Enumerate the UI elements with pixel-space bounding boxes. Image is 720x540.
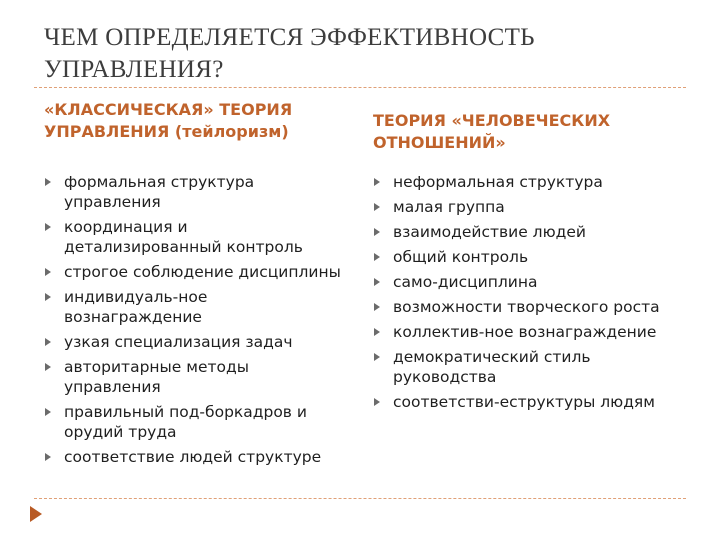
list-item <box>373 297 683 317</box>
triangle-arrow-icon <box>45 268 51 276</box>
triangle-arrow-icon <box>45 453 51 461</box>
list-item <box>373 272 683 292</box>
list-item <box>44 357 344 397</box>
list-item <box>373 322 683 342</box>
triangle-arrow-icon <box>374 278 380 286</box>
triangle-arrow-icon <box>45 338 51 346</box>
list-item <box>373 197 683 217</box>
triangle-arrow-icon <box>374 328 380 336</box>
list-item-text: узкая специализация задач <box>64 333 293 351</box>
list-item-text: авторитарные методы управления <box>64 358 249 396</box>
list-item <box>373 392 683 412</box>
triangle-arrow-icon <box>374 203 380 211</box>
triangle-arrow-icon <box>45 223 51 231</box>
list-item <box>373 222 683 242</box>
left-bullet-list <box>44 172 344 472</box>
triangle-arrow-icon <box>374 353 380 361</box>
list-item-text: общий контроль <box>393 248 529 266</box>
triangle-arrow-icon <box>374 398 380 406</box>
triangle-marker-icon <box>30 506 42 522</box>
list-item-text: соответствие людей структуре <box>64 448 322 466</box>
list-item <box>44 217 344 257</box>
list-item-text: формальная структура управления <box>64 173 255 211</box>
list-item-text: коллектив-ное вознаграждение <box>393 323 657 341</box>
list-item-text: само-дисциплина <box>393 273 538 291</box>
left-column-heading: «КЛАССИЧЕСКАЯ» ТЕОРИЯ УПРАВЛЕНИЯ (тейлоризм) <box>44 100 293 141</box>
list-item-text: правильный под-боркадров и орудий труда <box>64 403 307 441</box>
right-bullet-list <box>373 172 683 417</box>
list-item-text: демократический стиль руководства <box>393 348 591 386</box>
triangle-arrow-icon <box>374 303 380 311</box>
list-item <box>373 347 683 387</box>
list-item-text: взаимодействие людей <box>393 223 586 241</box>
triangle-arrow-icon <box>374 178 380 186</box>
right-column-heading: ТЕОРИЯ «ЧЕЛОВЕЧЕСКИХ ОТНОШЕНИЙ» <box>373 111 611 152</box>
list-item <box>44 447 344 467</box>
list-item <box>44 402 344 442</box>
list-item-text: возможности творческого роста <box>393 298 660 316</box>
list-item <box>373 247 683 267</box>
triangle-arrow-icon <box>45 408 51 416</box>
list-item-text: неформальная структура <box>393 173 603 191</box>
list-item <box>44 287 344 327</box>
triangle-arrow-icon <box>374 253 380 261</box>
list-item <box>373 172 683 192</box>
triangle-arrow-icon <box>45 178 51 186</box>
list-item <box>44 172 344 212</box>
list-item <box>44 332 344 352</box>
list-item-text: координация и детализированный контроль <box>64 218 303 256</box>
slide-title: ЧЕМ ОПРЕДЕЛЯЕТСЯ ЭФФЕКТИВНОСТЬ УПРАВЛЕНИЯ? <box>44 24 535 83</box>
list-item-text: строгое соблюдение дисциплины <box>64 263 341 281</box>
top-divider <box>34 87 686 88</box>
triangle-arrow-icon <box>45 293 51 301</box>
bottom-divider <box>34 498 686 499</box>
triangle-arrow-icon <box>374 228 380 236</box>
list-item <box>44 262 344 282</box>
list-item-text: индивидуаль-ное вознаграждение <box>64 288 208 326</box>
list-item-text: малая группа <box>393 198 505 216</box>
list-item-text: соответстви-еструктуры людям <box>393 393 655 411</box>
triangle-arrow-icon <box>45 363 51 371</box>
